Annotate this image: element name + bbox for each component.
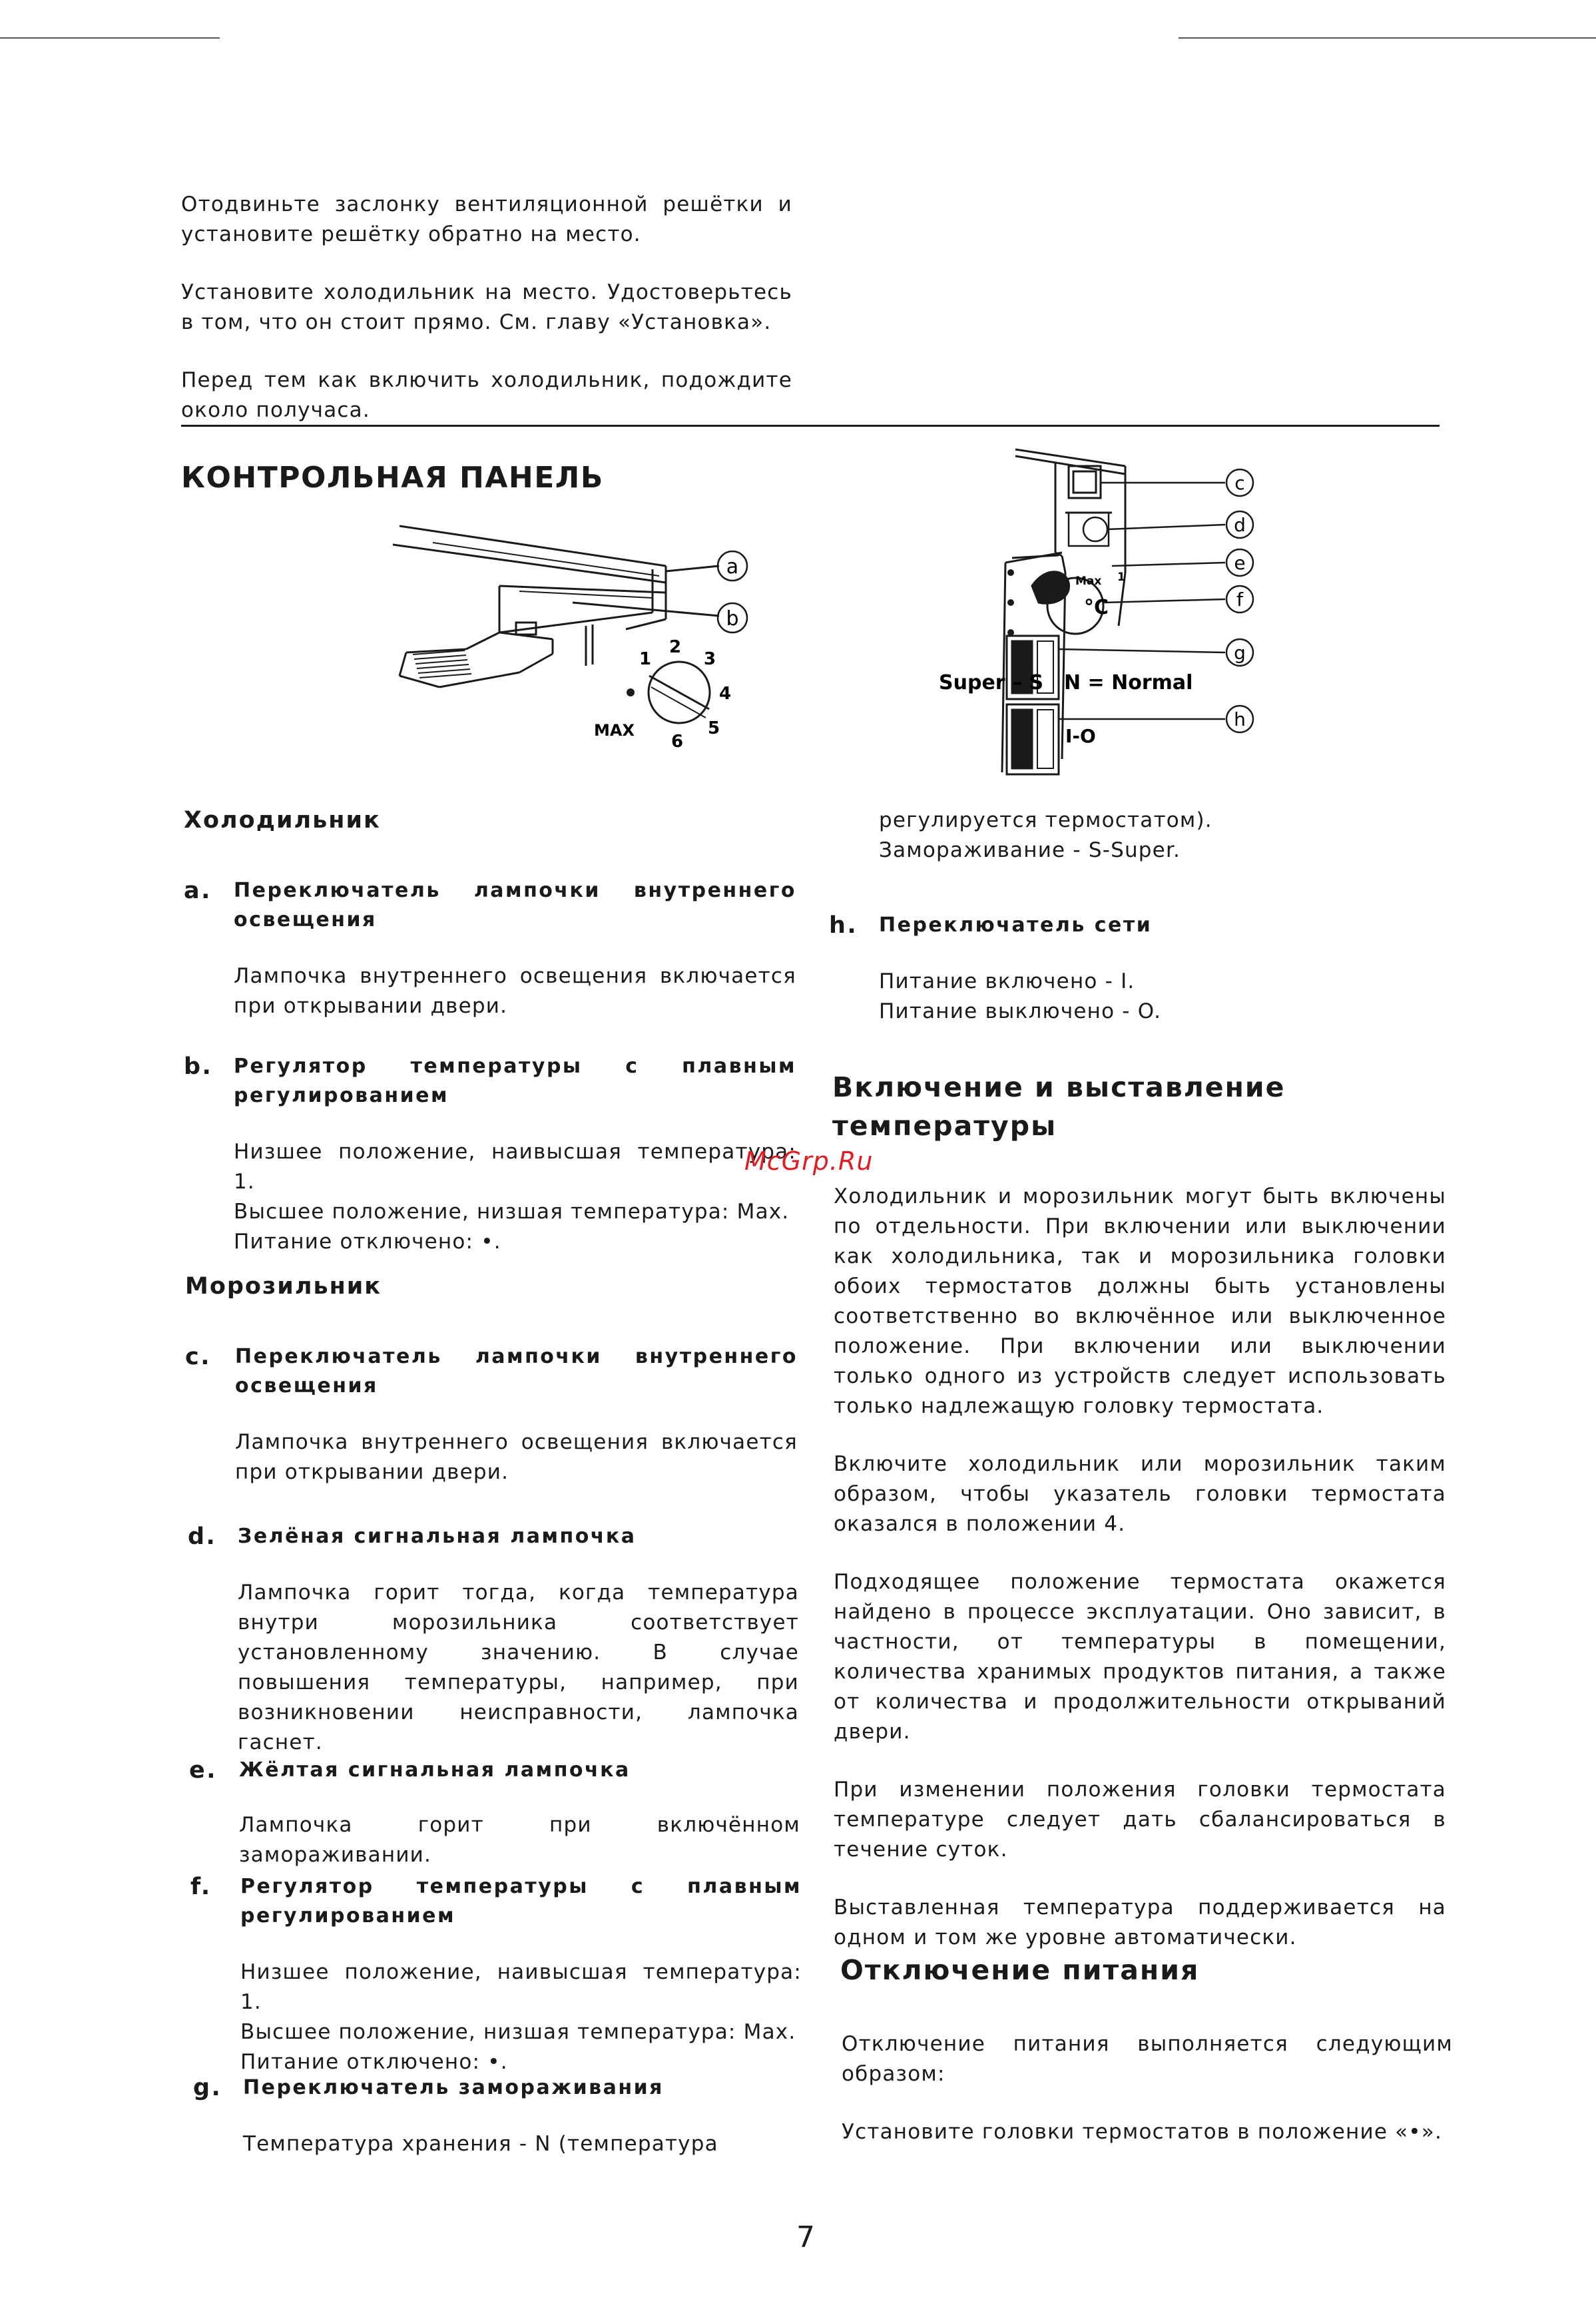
item-e-title: Жёлтая сигнальная лампочка bbox=[239, 1758, 631, 1782]
callout-d: d bbox=[1234, 514, 1246, 536]
item-a-title: Переключатель лампочки внутреннего освещения bbox=[234, 879, 796, 931]
callout-c: c bbox=[1234, 472, 1245, 494]
item-b-line-1: Низшее положение, наивысшая температура: 1. bbox=[234, 1140, 796, 1194]
item-g bbox=[193, 2073, 804, 2159]
item-h-letter: h. bbox=[829, 912, 858, 939]
callout-e: e bbox=[1234, 552, 1246, 574]
callout-a: a bbox=[726, 555, 739, 579]
item-f-line-2: Высшее положение, низшая температура: Max. bbox=[240, 2020, 796, 2044]
item-a-text: Лампочка внутреннего освещения включается при открывании двери. bbox=[234, 964, 796, 1018]
item-f-title: Регулятор температуры с плавным регулированием bbox=[240, 1875, 802, 1927]
item-g-text: Температура хранения - N (температура bbox=[243, 2132, 718, 2156]
item-a bbox=[184, 876, 796, 1021]
item-h-title: Переключатель сети bbox=[879, 913, 1153, 937]
section2-paragraph-2: Включите холодильник или морозильник таким образом, чтобы указатель головки термостата оказался в положении 4. bbox=[834, 1452, 1446, 1536]
item-h bbox=[829, 911, 1448, 1027]
intro-paragraph-2: Установите холодильник на место. Удостоверьтесь в том, что он стоит прямо. См. главу «Установка». bbox=[181, 280, 792, 334]
section2-paragraph-4: При изменении положения головки термостата температуре следует дать сбалансироваться в течение суток. bbox=[834, 1778, 1446, 1862]
item-b bbox=[184, 1052, 796, 1257]
page-number: 7 bbox=[796, 2220, 815, 2254]
section3-title: Отключение питания bbox=[840, 1954, 1200, 1986]
dial-max-label: MAX bbox=[594, 721, 635, 740]
item-h-line-1: Питание включено - I. bbox=[879, 969, 1135, 993]
callout-h: h bbox=[1234, 708, 1246, 730]
item-b-line-3: Питание отключено: •. bbox=[234, 1230, 501, 1254]
io-label: I-O bbox=[1065, 725, 1096, 747]
freezer-control-diagram bbox=[932, 439, 1292, 786]
item-f-line-1: Низшее положение, наивысшая температура: 1. bbox=[240, 1960, 802, 2014]
section3-text bbox=[842, 2029, 1453, 2147]
item-d-text: Лампочка горит тогда, когда температура внутри морозильника соответствует установленному значению. В случае повышения температуры, например, при возникновении неисправности, лампочка гаснет. bbox=[238, 1581, 799, 1754]
dial-number-4: 4 bbox=[719, 684, 732, 704]
dial-number-5: 5 bbox=[708, 718, 720, 738]
item-c-letter: c. bbox=[185, 1344, 212, 1370]
item-b-letter: b. bbox=[184, 1053, 213, 1080]
fridge-control-diagram bbox=[386, 513, 759, 766]
item-f bbox=[190, 1872, 802, 2077]
top-rule-left bbox=[0, 37, 220, 39]
item-b-title: Регулятор температуры с плавным регулированием bbox=[234, 1055, 796, 1107]
dial-unit-label: °C bbox=[1084, 596, 1109, 619]
item-g-continued bbox=[879, 806, 1465, 866]
callout-g: g bbox=[1234, 642, 1246, 664]
thermostat-dial bbox=[627, 662, 710, 723]
item-e bbox=[189, 1756, 800, 1870]
dial-number-2: 2 bbox=[669, 637, 682, 657]
section-title: КОНТРОЛЬНАЯ ПАНЕЛЬ bbox=[181, 461, 604, 495]
dial-number-3: 3 bbox=[704, 649, 716, 669]
intro-paragraph-3: Перед тем как включить холодильник, подождите около получаса. bbox=[181, 368, 792, 422]
super-label: Super – S bbox=[939, 671, 1044, 694]
fridge-heading: Холодильник bbox=[184, 807, 381, 834]
item-g-letter: g. bbox=[193, 2075, 222, 2101]
item-g-continued-line-1: регулируется термостатом). bbox=[879, 808, 1212, 832]
section2-text bbox=[834, 1182, 1446, 1953]
item-g-title: Переключатель замораживания bbox=[243, 2076, 664, 2099]
item-d-letter: d. bbox=[188, 1523, 217, 1550]
item-c-text: Лампочка внутреннего освещения включается при открывании двери. bbox=[235, 1430, 798, 1484]
dial-max-label-right: Max bbox=[1075, 575, 1102, 588]
item-f-letter: f. bbox=[190, 1874, 212, 1900]
intro-paragraph-1: Отодвиньте заслонку вентиляционной решётки и установите решётку обратно на место. bbox=[181, 192, 792, 246]
callout-b: b bbox=[726, 607, 739, 631]
watermark: McGrp.Ru bbox=[744, 1147, 874, 1176]
section3-paragraph-2: Установите головки термостатов в положение «•». bbox=[842, 2120, 1443, 2144]
intro-text bbox=[181, 190, 792, 425]
callout-f: f bbox=[1236, 589, 1243, 611]
top-rule-right bbox=[1179, 37, 1596, 39]
item-c-title: Переключатель лампочки внутреннего освещения bbox=[235, 1345, 798, 1398]
dial-one-label: 1 bbox=[1117, 571, 1125, 584]
dial-number-1: 1 bbox=[639, 649, 652, 669]
section2-paragraph-1: Холодильник и морозильник могут быть включены по отдельности. При включении или выключении как холодильника, так и морозильника головки обоих термостатов должны быть установлены соответственно во включённое или выключенное положение. При включении или выключении только одного из устройств следует использовать только надлежащую головку термостата. bbox=[834, 1184, 1446, 1418]
item-a-letter: a. bbox=[184, 878, 212, 904]
item-c bbox=[185, 1342, 798, 1487]
dial-number-6: 6 bbox=[671, 732, 684, 752]
item-d bbox=[188, 1522, 799, 1758]
item-h-line-2: Питание выключено - O. bbox=[879, 999, 1162, 1023]
item-f-line-3: Питание отключено: •. bbox=[240, 2050, 508, 2074]
normal-label: N = Normal bbox=[1064, 671, 1193, 694]
item-b-line-2: Высшее положение, низшая температура: Max. bbox=[234, 1200, 790, 1224]
section2-title: Включение и выставление температуры bbox=[832, 1071, 1286, 1142]
item-d-title: Зелёная сигнальная лампочка bbox=[238, 1525, 637, 1548]
section-divider bbox=[181, 425, 1440, 427]
item-g-continued-line-2: Замораживание - S-Super. bbox=[879, 838, 1181, 862]
freezer-heading: Морозильник bbox=[185, 1273, 382, 1300]
section2-paragraph-3: Подходящее положение термостата окажется найдено в процессе эксплуатации. Оно зависит, в частности, от температуры в помещении, количества хранимых продуктов питания, а также от количества и продолжительности открываний двери. bbox=[834, 1570, 1446, 1744]
item-e-text: Лампочка горит при включённом замораживании. bbox=[239, 1813, 800, 1867]
section3-paragraph-1: Отключение питания выполняется следующим образом: bbox=[842, 2032, 1453, 2086]
item-e-letter: e. bbox=[189, 1757, 218, 1784]
section2-paragraph-5: Выставленная температура поддерживается на одном и том же уровне автоматически. bbox=[834, 1896, 1446, 1949]
